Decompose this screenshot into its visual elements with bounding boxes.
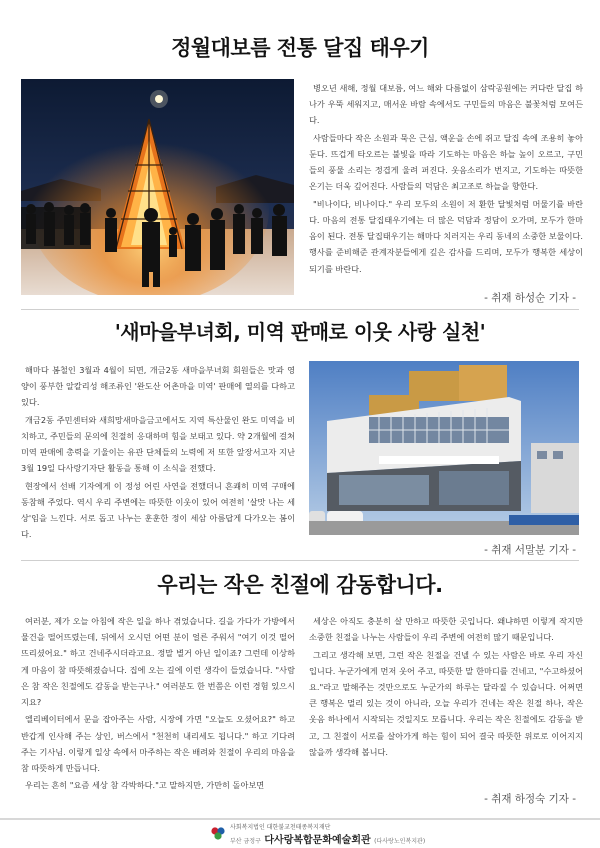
article3-paragraph: 여러분, 제가 오늘 아침에 작은 일을 하나 겪었습니다. 길을 가다가 가방에서 물건을 떨어뜨렸는데, 뒤에서 오시던 어떤 분이 얼른 주워서 "여기 이것 떨어뜨리셨어요." 하고 건네주시더라고요. 정말 별거 아닌 일이죠? 그런데 이상하게 마음이 참 따뜻해졌습니다. 집에 오는 길에 이런 생각이 들었습니다. "사람은 참 작은 친절에도 감동을 받는구나." 여러분도 한 번쯤은 이런 경험 있으시지요? [21, 616, 295, 708]
footer [210, 824, 450, 844]
section-divider [21, 560, 579, 561]
article3-right-column [309, 613, 583, 761]
article3-left-column [21, 613, 295, 795]
org-name-text: 다사랑복합문화예술회관 [264, 835, 371, 846]
article3-paragraph: 그리고 생각해 보면, 그런 작은 친절을 건넬 수 있는 사람은 바로 우리 자신입니다. 누군가에게 먼저 웃어 주고, 따뜻한 말 한마디를 건네고, "수고하셨어요."라고 말해주는 것만으로도 누군가의 하루는 달라질 수 있습니다. 어쩌면 큰 행복은 멀리 있는 것이 아니라, 오늘 우리가 건네는 작은 친절 하나, 작은 웃음 하나에서 시작되는 것일지도 모릅니다. 우리는 작은 친절에도 감동을 받고, 그 친절이 서로를 살아가게 하는 힘이 되어 결국 따뜻한 위로로 이어지지 않을까 생각해 봅니다. [309, 649, 583, 757]
bonfire-illustration [21, 79, 294, 295]
article1-body [309, 80, 583, 278]
article3-title: 우리는 작은 친절에 감동합니다. [157, 573, 443, 597]
footer-divider [0, 818, 600, 820]
article2-body [21, 362, 295, 544]
article3-byline: - 취재 하정숙 기자 - [484, 793, 576, 805]
article1-paragraph: 병오년 새해, 정월 대보름, 여느 해와 다름없이 삼락공원에는 커다란 달집 하나가 우뚝 세워지고, 매서운 바람 속에서도 구민들의 마음은 불꽃처럼 모여든다. [309, 83, 583, 126]
article2-paragraph: 현장에서 선배 기자에게 이 정성 어린 사연을 전했더니 흔쾌히 미역 구매에 동참해 주었다. 역시 우리 주변에는 따뜻한 이웃이 있어 여전히 '살맛 나는 세상'임을 느낀다. 서로 돕고 나누는 훈훈한 정이 세삼 아름답게 다가오는 봄이다. [21, 480, 295, 540]
article1-paragraph: 사람들마다 작은 소원과 묵은 근심, 액운을 손에 쥐고 달집 속에 조용히 놓아둔다. 뜨겁게 타오르는 불빛을 따라 기도하는 마음은 하늘 높이 오르고, 구민들의 풍물 소리는 정겹게 울려 퍼진다. 웃음소리가 번지고, 기도하는 따뜻한 온기는 더욱 깊어진다. 사람들의 덕담은 최고조로 하늘을 향한다. [309, 132, 583, 192]
building-illustration [309, 361, 579, 535]
article1-paragraph: "비나이다, 비나이다." 우리 모두의 소원이 저 환한 달빛처럼 머물기를 바란다. 마음의 전통 달집태우기에는 더 많은 덕담과 정담이 오가며, 모두가 한마음이 된다. 전통 달집태우기는 해마다 치러지는 우리 동네의 소중한 보물이다. 행사를 준비해준 관계자분들에게 깊은 감사를 드리며, 모두가 행복한 세상이 되기를 바란다. [309, 198, 583, 274]
article1-title: 정월대보름 전통 달집 태우기 [171, 36, 429, 60]
bonfire-photo [21, 79, 294, 295]
article2-paragraph: 개금2동 주민센터와 새희망새마을금고에서도 지역 특산물인 완도 미역을 비치하고, 주민들의 문의에 친절히 응대하며 힘을 보태고 있다. 약 2개월에 걸쳐 미역 판매에 총력을 기울이는 유관 단체들의 노력에 저 또한 앞장서고자 지난 3월 19일 다사랑기자단 활동을 통해 이 소식을 전했다. [21, 414, 295, 474]
article1-byline: - 취재 하성순 기자 - [484, 292, 576, 304]
org-subname: (다사랑노인복지관) [374, 838, 426, 845]
org-foundation-name: 사회복지법인 대한불교천태종복지재단 [230, 824, 331, 831]
article3-paragraph: 엘리베이터에서 문을 잡아주는 사람, 시장에 가면 "오늘도 오셨어요?" 하고 반갑게 인사해 주는 상인, 버스에서 "천천히 내리세도 됩니다." 하고 기다려 주는 기사님. 이렇게 일상 속에서 마주하는 작은 배려와 친절이 우리의 마음을 참 따뜻하게 만듭니다. [21, 714, 295, 774]
article2-byline: - 취재 서말분 기자 - [484, 544, 576, 556]
org-name [230, 831, 425, 846]
article2-title: '새마을부녀회, 미역 판매로 이웃 사랑 실천' [114, 320, 486, 344]
article3-paragraph: 우리는 흔히 "요즘 세상 참 각박하다."고 말하지만, 가만히 돌아보면 [25, 780, 265, 791]
building-photo [309, 361, 579, 535]
article3-paragraph: 세상은 아직도 충분히 살 만하고 따뜻한 곳입니다. 왜냐하면 이렇게 작지만 소중한 친절을 나누는 사람들이 우리 주변에 여전히 많기 때문입니다. [309, 616, 583, 643]
org-logo-icon [210, 825, 226, 841]
article2-paragraph: 해마다 봄철인 3월과 4월이 되면, 개금2동 새마을부녀회 회원들은 맛과 영양이 풍부한 알칼리성 해조류인 '완도산 어촌마을 미역' 판매에 열의를 다하고 있다. [21, 365, 295, 408]
org-prefix: 부산 금정구 [230, 838, 261, 845]
section-divider [21, 309, 579, 310]
